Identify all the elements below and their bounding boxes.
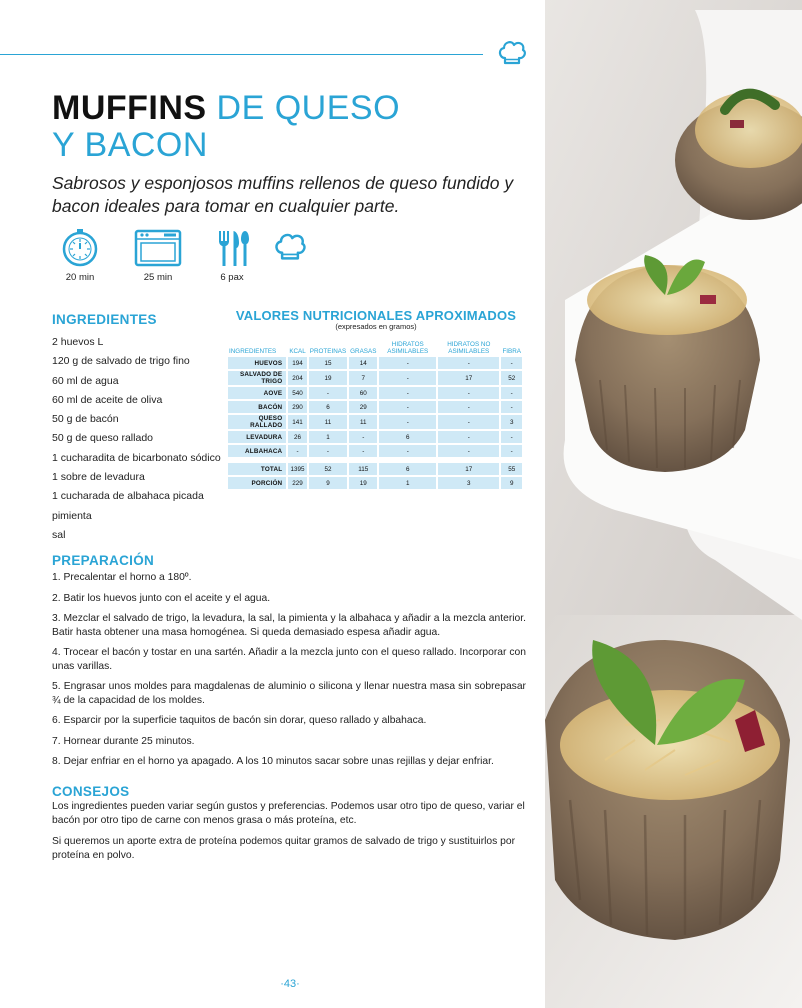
- table-cell: 290: [288, 401, 306, 413]
- recipe-photo: [545, 0, 802, 1008]
- step-item: 1. Precalentar el horno a 180º.: [52, 572, 192, 583]
- table-cell: 14: [349, 357, 377, 369]
- table-row: [228, 445, 522, 457]
- tips-title: CONSEJOS: [52, 784, 130, 799]
- table-cell: TOTAL: [228, 463, 286, 475]
- table-cell: -: [379, 371, 436, 385]
- table-cell: 115: [349, 463, 377, 475]
- table-cell: SALVADO DE TRIGO: [228, 371, 286, 385]
- table-cell: -: [379, 401, 436, 413]
- step-item: 5. Engrasar unos moldes para magdalenas de aluminio o silicona y llenar nuestra masa sin sobrepasar ¾ de la capacidad de los moldes.: [52, 681, 526, 706]
- ingredient-item: 120 g de salvado de trigo fino: [52, 355, 190, 368]
- title-rest: DE QUESO: [206, 89, 401, 127]
- table-cell: -: [288, 445, 306, 457]
- table-cell: 17: [438, 463, 499, 475]
- table-row-portion: [228, 477, 522, 489]
- table-cell: -: [438, 387, 499, 399]
- table-row: [228, 357, 522, 369]
- step-item: 3. Mezclar el salvado de trigo, la levadura, la sal, la pimienta y la albahaca y añadir a la mezcla anterior. Batir hasta obtener una masa homogénea. Si queda demasiado espesa añadir agua.: [52, 613, 526, 638]
- table-cell: 6: [379, 463, 436, 475]
- table-cell: 6: [379, 431, 436, 443]
- cook-time: [130, 228, 186, 283]
- table-cell: PORCIÓN: [228, 477, 286, 489]
- table-cell: 1: [379, 477, 436, 489]
- step-item: 7. Hornear durante 25 minutos.: [52, 735, 195, 747]
- recipe-subtitle: Sabrosos y esponjosos muffins rellenos de queso fundido y bacon ideales para tomar en cualquier parte.: [52, 173, 514, 216]
- table-cell: 55: [501, 463, 522, 475]
- table-cell: 3: [501, 415, 522, 429]
- table-cell: -: [309, 387, 347, 399]
- table-cell: 17: [438, 371, 499, 385]
- col-header: FIBRA: [502, 348, 521, 355]
- ingredient-item: 1 cucharadita de bicarbonato sódico: [52, 451, 221, 464]
- table-cell: 52: [501, 371, 522, 385]
- difficulty: [262, 230, 318, 262]
- nutrition-title: VALORES NUTRICIONALES APROXIMADOS: [235, 308, 517, 323]
- table-cell: -: [501, 445, 522, 457]
- table-row: [228, 387, 522, 399]
- table-row: [228, 401, 522, 413]
- preparation-title: PREPARACIÓN: [52, 553, 155, 568]
- ingredients-list: [52, 333, 221, 545]
- table-cell: 26: [288, 431, 306, 443]
- table-cell: 11: [309, 415, 347, 429]
- table-cell: 194: [288, 357, 306, 369]
- step-item: 6. Esparcir por la superficie taquitos de bacón sin dorar, queso rallado y albahaca.: [52, 715, 427, 726]
- table-cell: 1: [309, 431, 347, 443]
- ingredient-item: sal: [52, 528, 66, 541]
- servings-label: 6 pax: [220, 272, 244, 283]
- table-cell: LEVADURA: [228, 431, 286, 443]
- chef-hat-icon: [496, 38, 528, 66]
- table-cell: QUESO RALLADO: [228, 415, 286, 429]
- nutrition-table: [226, 337, 524, 491]
- table-cell: ALBAHACA: [228, 445, 286, 457]
- col-header: GRASAS: [350, 348, 377, 355]
- ingredient-item: 1 cucharada de albahaca picada: [52, 490, 204, 503]
- muffin-photo-illustration: [545, 0, 802, 1008]
- tip-paragraph: Si queremos un aporte extra de proteína podemos quitar gramos de salvado de trigo y sustituirlos por proteína en polvo.: [52, 836, 516, 861]
- table-cell: -: [501, 431, 522, 443]
- table-cell: 6: [309, 401, 347, 413]
- tips-body: [52, 800, 526, 870]
- table-cell: -: [501, 387, 522, 399]
- table-cell: HUEVOS: [228, 357, 286, 369]
- table-cell: 141: [288, 415, 306, 429]
- timer-icon: [60, 228, 100, 268]
- table-cell: 29: [349, 401, 377, 413]
- table-cell: 204: [288, 371, 306, 385]
- table-cell: -: [379, 357, 436, 369]
- table-cell: AOVE: [228, 387, 286, 399]
- cook-time-label: 25 min: [143, 272, 173, 283]
- ingredient-item: pimienta: [52, 509, 92, 522]
- table-cell: 229: [288, 477, 306, 489]
- ingredient-item: 50 g de queso rallado: [52, 432, 153, 445]
- table-cell: 3: [438, 477, 499, 489]
- ingredient-item: 60 ml de agua: [52, 374, 119, 387]
- servings: [204, 228, 260, 283]
- table-spacer: [228, 459, 522, 461]
- table-cell: 15: [309, 357, 347, 369]
- col-header: HIDRATOS NO ASIMILABLES: [447, 341, 491, 355]
- ingredients-title: INGREDIENTES: [52, 312, 157, 327]
- table-cell: -: [501, 357, 522, 369]
- title-line2: Y BACON: [52, 126, 208, 164]
- step-item: 4. Trocear el bacón y tostar en una sartén. Añadir a la mezcla junto con el queso rallado. Incorporar con unas varillas.: [52, 647, 526, 672]
- ingredient-item: 2 huevos L: [52, 336, 104, 348]
- table-cell: -: [501, 401, 522, 413]
- table-cell: -: [379, 445, 436, 457]
- nutrition-header-row: [228, 339, 522, 355]
- oven-icon: [134, 228, 182, 268]
- table-cell: -: [438, 431, 499, 443]
- table-cell: BACÓN: [228, 401, 286, 413]
- table-cell: 7: [349, 371, 377, 385]
- table-cell: -: [349, 431, 377, 443]
- table-cell: -: [309, 445, 347, 457]
- tip-paragraph: Los ingredientes pueden variar según gustos y preferencias. Podemos usar otro tipo de queso, variar el bacón por otro tipo de carne con menos grasa o más proteína, etc.: [52, 801, 525, 826]
- table-cell: 60: [349, 387, 377, 399]
- ingredient-item: 50 g de bacón: [52, 413, 119, 426]
- preparation-steps: [52, 571, 526, 776]
- table-cell: 540: [288, 387, 306, 399]
- col-header: INGREDIENTES: [229, 348, 277, 355]
- table-cell: -: [379, 387, 436, 399]
- step-item: 8. Dejar enfriar en el horno ya apagado. A los 10 minutos sacar sobre unas rejillas y dejar enfriar.: [52, 756, 494, 767]
- table-cell: -: [438, 445, 499, 457]
- table-row: [228, 371, 522, 385]
- col-header: PROTEINAS: [309, 348, 347, 355]
- table-cell: -: [438, 357, 499, 369]
- table-row: [228, 431, 522, 443]
- table-cell: -: [438, 415, 499, 429]
- nutrition-subtitle: (expresados en gramos): [335, 322, 417, 331]
- table-row-total: [228, 463, 522, 475]
- table-cell: -: [349, 445, 377, 457]
- step-item: 2. Batir los huevos junto con el aceite y el agua.: [52, 592, 271, 604]
- table-cell: 52: [309, 463, 347, 475]
- prep-time: [52, 228, 108, 283]
- col-header: HIDRATOS ASIMILABLES: [387, 341, 429, 355]
- ingredient-item: 60 ml de aceite de oliva: [52, 393, 163, 406]
- table-cell: 11: [349, 415, 377, 429]
- ingredient-item: 1 sobre de levadura: [52, 471, 145, 484]
- table-cell: -: [379, 415, 436, 429]
- recipe-title: [52, 90, 532, 164]
- table-cell: 1395: [288, 463, 306, 475]
- prep-time-label: 20 min: [65, 272, 95, 283]
- table-row: [228, 415, 522, 429]
- table-cell: 9: [309, 477, 347, 489]
- table-cell: 19: [349, 477, 377, 489]
- title-bold: MUFFINS: [52, 89, 207, 127]
- col-header: KCAL: [289, 348, 306, 355]
- page-number: ·43·: [280, 978, 300, 990]
- chef-hat-icon: [272, 230, 308, 262]
- table-cell: 19: [309, 371, 347, 385]
- cutlery-icon: [212, 228, 252, 268]
- table-cell: -: [438, 401, 499, 413]
- header-rule: [0, 54, 483, 55]
- table-cell: 9: [501, 477, 522, 489]
